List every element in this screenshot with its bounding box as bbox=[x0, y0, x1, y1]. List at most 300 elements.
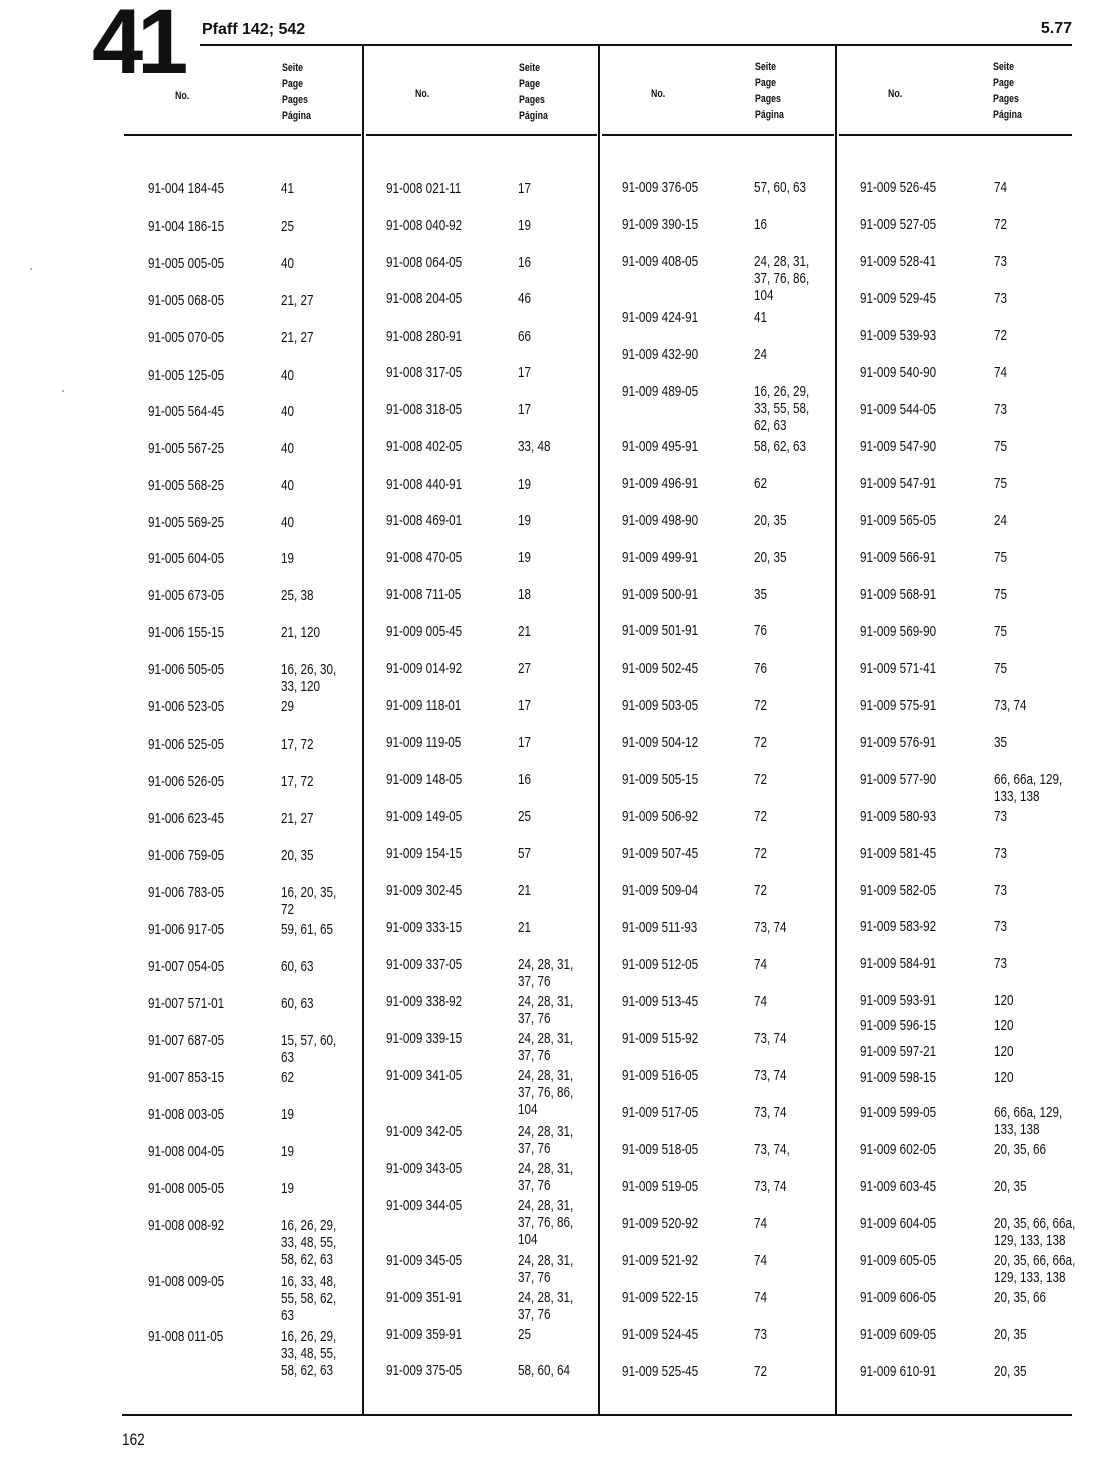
page-refs bbox=[281, 698, 294, 715]
page-ref-line: 59, 61, 65 bbox=[281, 921, 334, 938]
page-ref-line: 21, 27 bbox=[281, 292, 314, 309]
page-ref-line: 129, 133, 138 bbox=[994, 1232, 1066, 1249]
part-number: 91-009 577-90 bbox=[860, 771, 937, 788]
page-ref-line: 16, 26, 30, bbox=[281, 661, 337, 678]
page-refs bbox=[281, 255, 294, 272]
part-number: 91-009 529-45 bbox=[860, 290, 937, 307]
page-refs bbox=[994, 290, 1007, 307]
page-ref-line: 19 bbox=[281, 1106, 295, 1123]
page-ref-line: 62 bbox=[281, 1069, 295, 1086]
part-number: 91-009 606-05 bbox=[860, 1289, 937, 1306]
col-page-header-3: Seite Page Pages Página bbox=[755, 61, 784, 121]
page-ref-line: 120 bbox=[994, 1069, 1014, 1086]
page-refs bbox=[518, 476, 531, 493]
page-refs bbox=[994, 808, 1007, 825]
part-number: 91-005 564-45 bbox=[148, 403, 225, 420]
page-ref-line: 15, 57, 60, bbox=[281, 1032, 337, 1049]
page-ref-line: 37, 76, 86, bbox=[518, 1214, 574, 1231]
page-refs bbox=[994, 1104, 1062, 1138]
part-number: 91-009 544-05 bbox=[860, 401, 937, 418]
page-ref-line: 24, 28, 31, bbox=[518, 1067, 574, 1084]
page-refs bbox=[754, 771, 767, 788]
page-ref-line: 19 bbox=[518, 217, 532, 234]
part-number: 91-009 343-05 bbox=[386, 1160, 463, 1177]
page-ref-line: 63 bbox=[281, 1049, 295, 1066]
col-no-header-3: No. bbox=[651, 88, 666, 100]
part-number: 91-007 571-01 bbox=[148, 995, 225, 1012]
page-ref-line: 35 bbox=[994, 734, 1008, 751]
page-refs bbox=[518, 771, 531, 788]
page-ref-line: 72 bbox=[754, 1363, 768, 1380]
part-number: 91-009 583-92 bbox=[860, 918, 937, 935]
page-ref-line: 72 bbox=[994, 216, 1008, 233]
page-refs bbox=[754, 1252, 767, 1269]
page-refs bbox=[754, 845, 767, 862]
page-ref-line: 33, 120 bbox=[281, 678, 321, 695]
part-number: 91-009 519-05 bbox=[622, 1178, 699, 1195]
part-number: 91-009 604-05 bbox=[860, 1215, 937, 1232]
part-number: 91-009 539-93 bbox=[860, 327, 937, 344]
page-ref-line: 21, 27 bbox=[281, 329, 314, 346]
header-rule-2 bbox=[366, 134, 597, 136]
part-number: 91-009 599-05 bbox=[860, 1104, 937, 1121]
part-number: 91-009 504-12 bbox=[622, 734, 699, 751]
page-ref-line: 24, 28, 31, bbox=[518, 1030, 574, 1047]
part-number: 91-009 602-05 bbox=[860, 1141, 937, 1158]
page-ref-line: 62, 63 bbox=[754, 417, 787, 434]
part-number: 91-009 408-05 bbox=[622, 253, 699, 270]
page-ref-line: 19 bbox=[518, 476, 532, 493]
part-number: 91-009 513-45 bbox=[622, 993, 699, 1010]
part-number: 91-009 014-92 bbox=[386, 660, 463, 677]
column-divider-1 bbox=[362, 46, 364, 1416]
part-number: 91-007 687-05 bbox=[148, 1032, 225, 1049]
page-refs bbox=[754, 956, 767, 973]
page-refs bbox=[754, 1178, 787, 1195]
part-number: 91-004 184-45 bbox=[148, 180, 225, 197]
page-ref-line: 19 bbox=[281, 1143, 295, 1160]
page-refs bbox=[754, 993, 767, 1010]
part-number: 91-009 507-45 bbox=[622, 845, 699, 862]
part-number: 91-008 204-05 bbox=[386, 290, 463, 307]
page-refs bbox=[281, 367, 294, 384]
page-ref-line: 73, 74 bbox=[754, 1067, 787, 1084]
part-number: 91-009 525-45 bbox=[622, 1363, 699, 1380]
page-refs bbox=[281, 292, 314, 309]
page-refs bbox=[994, 401, 1007, 418]
page-refs bbox=[281, 661, 336, 695]
page-ref-line: 73 bbox=[994, 290, 1008, 307]
page-ref-line: 16, 26, 29, bbox=[281, 1328, 337, 1345]
page-ref-line: 21 bbox=[518, 623, 532, 640]
page-refs bbox=[994, 1178, 1027, 1195]
column-divider-2 bbox=[598, 46, 600, 1416]
part-number: 91-008 004-05 bbox=[148, 1143, 225, 1160]
page-ref-line: 46 bbox=[518, 290, 532, 307]
page-refs bbox=[281, 477, 294, 494]
page-ref-line: 73, 74 bbox=[754, 1030, 787, 1047]
page-ref-line: 37, 76 bbox=[518, 1177, 551, 1194]
page-refs bbox=[518, 808, 531, 825]
part-number: 91-007 054-05 bbox=[148, 958, 225, 975]
page-ref-line: 75 bbox=[994, 549, 1008, 566]
col-no-header-2: No. bbox=[415, 88, 430, 100]
part-number: 91-009 333-15 bbox=[386, 919, 463, 936]
page-refs bbox=[518, 660, 531, 677]
page-ref-line: 58, 60, 64 bbox=[518, 1362, 571, 1379]
page-ref-line: 74 bbox=[994, 364, 1008, 381]
margin-speck bbox=[62, 390, 64, 392]
page-ref-line: 40 bbox=[281, 440, 295, 457]
part-number: 91-008 021-11 bbox=[386, 180, 462, 197]
page-ref-line: 60, 63 bbox=[281, 958, 314, 975]
page-ref-line: 58, 62, 63 bbox=[754, 438, 807, 455]
page-ref-line: 73 bbox=[994, 253, 1008, 270]
page-ref-line: 72 bbox=[754, 771, 768, 788]
part-number: 91-005 070-05 bbox=[148, 329, 225, 346]
part-number: 91-005 005-05 bbox=[148, 255, 225, 272]
page-refs bbox=[518, 1160, 573, 1194]
page-refs bbox=[518, 180, 531, 197]
page-refs bbox=[518, 1326, 531, 1343]
page-refs bbox=[994, 512, 1007, 529]
page-ref-line: 40 bbox=[281, 477, 295, 494]
part-number: 91-005 673-05 bbox=[148, 587, 225, 604]
page-ref-line: 37, 76 bbox=[518, 1269, 551, 1286]
part-number: 91-009 489-05 bbox=[622, 383, 699, 400]
part-number: 91-009 512-05 bbox=[622, 956, 699, 973]
part-number: 91-009 148-05 bbox=[386, 771, 463, 788]
page-ref-line: 17, 72 bbox=[281, 773, 314, 790]
page-ref-line: 21 bbox=[518, 882, 532, 899]
page-refs bbox=[994, 771, 1062, 805]
part-number: 91-009 596-15 bbox=[860, 1017, 937, 1034]
page-title: Pfaff 142; 542 bbox=[202, 21, 306, 38]
page-refs bbox=[518, 254, 531, 271]
page-ref-line: 37, 76 bbox=[518, 1047, 551, 1064]
part-number: 91-009 584-91 bbox=[860, 955, 937, 972]
col-page-header-2: Seite Page Pages Página bbox=[519, 62, 548, 122]
part-number: 91-009 509-04 bbox=[622, 882, 699, 899]
page-refs bbox=[754, 1104, 787, 1121]
part-number: 91-009 516-05 bbox=[622, 1067, 699, 1084]
page-ref-line: 76 bbox=[754, 660, 768, 677]
page-ref-line: 24, 28, 31, bbox=[518, 1289, 574, 1306]
page-ref-line: 37, 76 bbox=[518, 1140, 551, 1157]
page-refs bbox=[754, 919, 787, 936]
page-ref-line: 37, 76 bbox=[518, 1010, 551, 1027]
part-number: 91-006 623-45 bbox=[148, 810, 225, 827]
page-ref-line: 58, 62, 63 bbox=[281, 1251, 334, 1268]
page-refs bbox=[754, 383, 809, 434]
part-number: 91-006 155-15 bbox=[148, 624, 225, 641]
page-refs bbox=[518, 882, 531, 899]
page-ref-line: 129, 133, 138 bbox=[994, 1269, 1066, 1286]
page-refs bbox=[518, 290, 531, 307]
page-ref-line: 24, 28, 31, bbox=[518, 993, 574, 1010]
part-number: 91-009 503-05 bbox=[622, 697, 699, 714]
page-ref-line: 74 bbox=[754, 956, 768, 973]
page-ref-line: 74 bbox=[994, 179, 1008, 196]
page-ref-line: 18 bbox=[518, 586, 532, 603]
page-refs bbox=[994, 1252, 1075, 1286]
part-number: 91-008 280-91 bbox=[386, 328, 463, 345]
page-ref-line: 55, 58, 62, bbox=[281, 1290, 337, 1307]
part-number: 91-009 571-41 bbox=[860, 660, 937, 677]
part-number: 91-009 517-05 bbox=[622, 1104, 699, 1121]
page-refs bbox=[754, 622, 767, 639]
part-number: 91-009 341-05 bbox=[386, 1067, 463, 1084]
page-refs bbox=[754, 734, 767, 751]
page-ref-line: 25 bbox=[518, 808, 532, 825]
page-refs bbox=[281, 1106, 294, 1123]
page-ref-line: 66, 66a, 129, bbox=[994, 1104, 1063, 1121]
page-ref-line: 20, 35 bbox=[754, 549, 787, 566]
page-ref-line: 41 bbox=[281, 180, 295, 197]
page-ref-line: 72 bbox=[754, 734, 768, 751]
page-refs bbox=[281, 1328, 336, 1379]
page-refs bbox=[281, 958, 314, 975]
part-number: 91-009 515-92 bbox=[622, 1030, 699, 1047]
part-number: 91-009 520-92 bbox=[622, 1215, 699, 1232]
header-rule-3 bbox=[602, 134, 834, 136]
part-number: 91-006 505-05 bbox=[148, 661, 225, 678]
page-refs bbox=[281, 1069, 294, 1086]
part-number: 91-005 125-05 bbox=[148, 367, 225, 384]
part-number: 91-008 011-05 bbox=[148, 1328, 224, 1345]
page-ref-line: 16, 33, 48, bbox=[281, 1273, 337, 1290]
page-refs bbox=[994, 1326, 1027, 1343]
page-ref-line: 16 bbox=[518, 254, 532, 271]
page-ref-line: 75 bbox=[994, 438, 1008, 455]
part-number: 91-009 527-05 bbox=[860, 216, 937, 233]
page-ref-line: 16, 26, 29, bbox=[281, 1217, 337, 1234]
part-number: 91-009 566-91 bbox=[860, 549, 937, 566]
part-number: 91-009 575-91 bbox=[860, 697, 937, 714]
part-number: 91-009 339-15 bbox=[386, 1030, 463, 1047]
page-refs bbox=[754, 882, 767, 899]
page-refs bbox=[281, 921, 333, 938]
page-refs bbox=[994, 882, 1007, 899]
part-number: 91-009 505-15 bbox=[622, 771, 699, 788]
part-number: 91-009 496-91 bbox=[622, 475, 699, 492]
page-ref-line: 104 bbox=[518, 1231, 538, 1248]
part-number: 91-009 495-91 bbox=[622, 438, 699, 455]
page-ref-line: 17 bbox=[518, 697, 532, 714]
page-ref-line: 37, 76 bbox=[518, 1306, 551, 1323]
part-number: 91-009 376-05 bbox=[622, 179, 699, 196]
page-refs bbox=[518, 1123, 573, 1157]
page-refs bbox=[518, 586, 531, 603]
page-ref-line: 27 bbox=[518, 660, 532, 677]
page-ref-line: 133, 138 bbox=[994, 1121, 1040, 1138]
bottom-rule bbox=[122, 1414, 1072, 1416]
part-number: 91-009 568-91 bbox=[860, 586, 937, 603]
page-refs bbox=[518, 438, 551, 455]
page-ref-line: 41 bbox=[754, 309, 768, 326]
part-number: 91-009 605-05 bbox=[860, 1252, 937, 1269]
page-ref-line: 120 bbox=[994, 992, 1014, 1009]
part-number: 91-009 609-05 bbox=[860, 1326, 937, 1343]
page-ref-line: 24 bbox=[754, 346, 768, 363]
part-number: 91-009 338-92 bbox=[386, 993, 463, 1010]
page-refs bbox=[518, 993, 573, 1027]
page-ref-line: 73, 74 bbox=[994, 697, 1027, 714]
page-ref-line: 20, 35 bbox=[994, 1363, 1027, 1380]
part-number: 91-008 064-05 bbox=[386, 254, 463, 271]
page-ref-line: 74 bbox=[754, 1252, 768, 1269]
page-refs bbox=[518, 401, 531, 418]
part-number: 91-009 547-90 bbox=[860, 438, 937, 455]
page-refs bbox=[754, 475, 767, 492]
page-ref-line: 40 bbox=[281, 514, 295, 531]
page-ref-line: 73, 74 bbox=[754, 1178, 787, 1195]
part-number: 91-008 040-92 bbox=[386, 217, 463, 234]
page-refs bbox=[994, 623, 1007, 640]
page-refs bbox=[518, 1030, 573, 1064]
page-ref-line: 20, 35, 66 bbox=[994, 1141, 1047, 1158]
part-number: 91-009 390-15 bbox=[622, 216, 699, 233]
page-ref-line: 72 bbox=[754, 845, 768, 862]
page-ref-line: 24, 28, 31, bbox=[754, 253, 810, 270]
page-refs bbox=[754, 660, 767, 677]
col-no-header-4: No. bbox=[888, 88, 903, 100]
page-ref-line: 74 bbox=[754, 993, 768, 1010]
top-rule bbox=[200, 44, 1072, 46]
part-number: 91-005 604-05 bbox=[148, 550, 225, 567]
page-refs bbox=[994, 992, 1014, 1009]
page-ref-line: 24, 28, 31, bbox=[518, 1197, 574, 1214]
part-number: 91-009 610-91 bbox=[860, 1363, 937, 1380]
page-refs bbox=[754, 216, 767, 233]
page-ref-line: 66 bbox=[518, 328, 532, 345]
page-ref-line: 17, 72 bbox=[281, 736, 314, 753]
part-number: 91-009 337-05 bbox=[386, 956, 463, 973]
page-refs bbox=[754, 438, 806, 455]
page-ref-line: 57, 60, 63 bbox=[754, 179, 807, 196]
page-ref-line: 20, 35 bbox=[281, 847, 314, 864]
page-ref-line: 75 bbox=[994, 586, 1008, 603]
page-ref-line: 20, 35, 66, 66a, bbox=[994, 1215, 1076, 1232]
page-ref-line: 73 bbox=[994, 955, 1008, 972]
page-refs bbox=[994, 1363, 1027, 1380]
page-refs bbox=[281, 624, 320, 641]
part-number: 91-009 119-05 bbox=[386, 734, 462, 751]
page-ref-line: 16 bbox=[518, 771, 532, 788]
page-refs bbox=[994, 955, 1007, 972]
page-ref-line: 17 bbox=[518, 364, 532, 381]
page-refs bbox=[994, 660, 1007, 677]
page-refs bbox=[994, 1141, 1046, 1158]
page-refs bbox=[994, 253, 1007, 270]
part-number: 91-006 917-05 bbox=[148, 921, 225, 938]
page-refs bbox=[518, 1289, 573, 1323]
page-refs bbox=[994, 697, 1027, 714]
part-number: 91-008 317-05 bbox=[386, 364, 463, 381]
page-refs bbox=[518, 697, 531, 714]
col-page-header-4: Seite Page Pages Página bbox=[993, 61, 1022, 121]
part-number: 91-009 432-90 bbox=[622, 346, 699, 363]
header-rule-1 bbox=[124, 134, 361, 136]
page-refs bbox=[994, 438, 1007, 455]
page-ref-line: 25 bbox=[281, 218, 295, 235]
page-ref-line: 17 bbox=[518, 180, 532, 197]
page-ref-line: 19 bbox=[518, 549, 532, 566]
page-ref-line: 20, 35 bbox=[994, 1178, 1027, 1195]
part-number: 91-006 783-05 bbox=[148, 884, 225, 901]
part-number: 91-008 005-05 bbox=[148, 1180, 225, 1197]
page-ref-line: 73 bbox=[994, 808, 1008, 825]
page-ref-line: 120 bbox=[994, 1017, 1014, 1034]
page-refs bbox=[754, 309, 767, 326]
page-ref-line: 73 bbox=[994, 918, 1008, 935]
page-refs bbox=[518, 919, 531, 936]
page-ref-line: 75 bbox=[994, 623, 1008, 640]
header-rule-4 bbox=[839, 134, 1072, 136]
page-refs bbox=[994, 918, 1007, 935]
page-refs bbox=[994, 1069, 1014, 1086]
page-ref-line: 73 bbox=[754, 1326, 768, 1343]
page-ref-line: 74 bbox=[754, 1289, 768, 1306]
part-number: 91-008 003-05 bbox=[148, 1106, 225, 1123]
page-refs bbox=[281, 550, 294, 567]
part-number: 91-008 009-05 bbox=[148, 1273, 225, 1290]
part-number: 91-005 568-25 bbox=[148, 477, 225, 494]
page-refs bbox=[518, 1252, 573, 1286]
part-number: 91-006 759-05 bbox=[148, 847, 225, 864]
part-number: 91-009 528-41 bbox=[860, 253, 937, 270]
page-refs bbox=[518, 328, 531, 345]
page-refs bbox=[281, 1180, 294, 1197]
page-ref-line: 73, 74 bbox=[754, 919, 787, 936]
page-ref-line: 19 bbox=[518, 512, 532, 529]
part-number: 91-009 540-90 bbox=[860, 364, 937, 381]
page-ref-line: 17 bbox=[518, 401, 532, 418]
page-ref-line: 21 bbox=[518, 919, 532, 936]
page-refs bbox=[281, 1273, 336, 1324]
page-ref-line: 37, 76, 86, bbox=[518, 1084, 574, 1101]
page-refs bbox=[281, 736, 314, 753]
part-number: 91-008 711-05 bbox=[386, 586, 462, 603]
part-number: 91-008 008-92 bbox=[148, 1217, 225, 1234]
page-ref-line: 24, 28, 31, bbox=[518, 1160, 574, 1177]
part-number: 91-008 318-05 bbox=[386, 401, 463, 418]
part-number: 91-008 470-05 bbox=[386, 549, 463, 566]
page-refs bbox=[754, 1289, 767, 1306]
page-ref-line: 21, 27 bbox=[281, 810, 314, 827]
part-number: 91-005 068-05 bbox=[148, 292, 225, 309]
part-number: 91-009 580-93 bbox=[860, 808, 937, 825]
page-ref-line: 60, 63 bbox=[281, 995, 314, 1012]
page-ref-line: 16, 26, 29, bbox=[754, 383, 810, 400]
page-ref-line: 72 bbox=[994, 327, 1008, 344]
page-ref-line: 40 bbox=[281, 367, 295, 384]
part-number: 91-009 522-15 bbox=[622, 1289, 699, 1306]
part-number: 91-009 576-91 bbox=[860, 734, 937, 751]
part-number: 91-009 524-45 bbox=[622, 1326, 699, 1343]
page-refs bbox=[994, 586, 1007, 603]
page-refs bbox=[754, 549, 787, 566]
col-no-header-1: No. bbox=[175, 90, 190, 102]
part-number: 91-009 518-05 bbox=[622, 1141, 699, 1158]
page-refs bbox=[754, 346, 767, 363]
page-refs bbox=[281, 847, 314, 864]
page-refs bbox=[518, 956, 573, 990]
page-refs bbox=[281, 773, 314, 790]
part-number: 91-009 521-92 bbox=[622, 1252, 699, 1269]
part-number: 91-009 118-01 bbox=[386, 697, 462, 714]
page-ref-line: 57 bbox=[518, 845, 532, 862]
